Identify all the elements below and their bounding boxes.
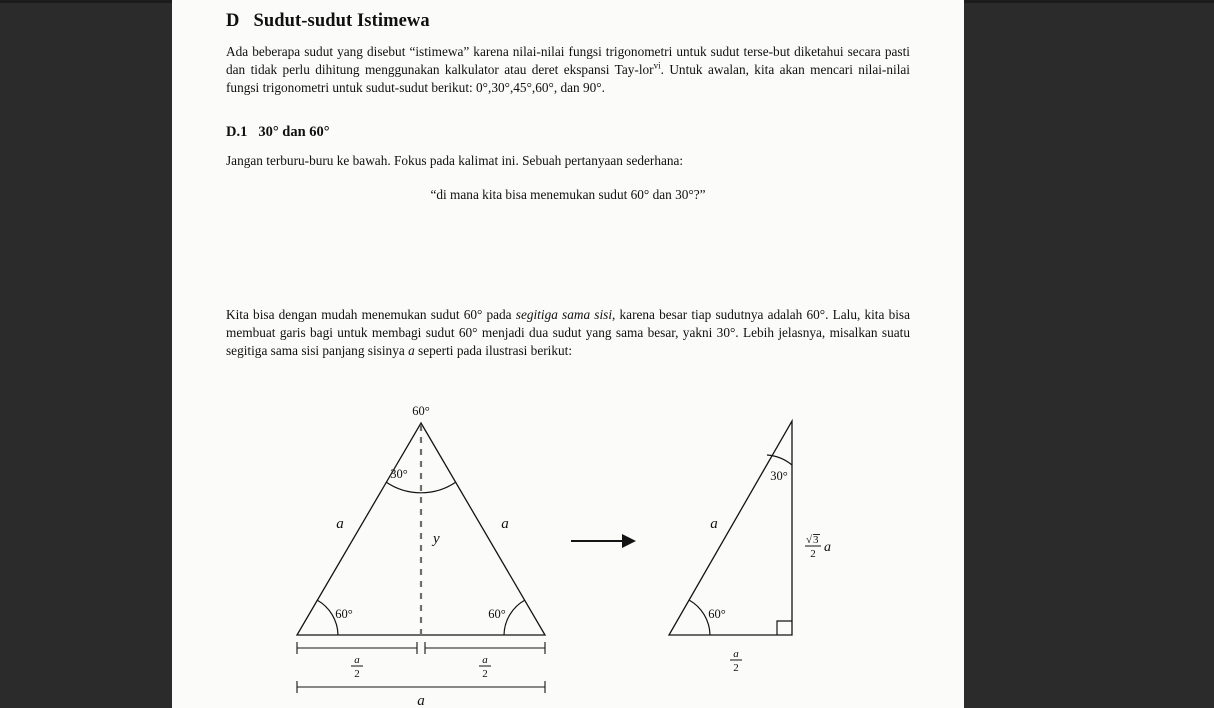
base-right-angle-arc [504, 600, 525, 635]
vertical-side-length-label [805, 534, 831, 560]
height-label: y [433, 531, 440, 547]
explanation-emphasis-2: a [408, 343, 415, 359]
explanation-part2: , karena besar tiap sudutnya adalah 60°. Lalu, kita bisa membuat garis bagi untuk membagi sudut 60° menjadi dua sudut yang sama besar, yakni 30°. Lebih jelasnya, misalkan suatu segitiga sama sisi panjang sisinya [226, 306, 910, 359]
bisected-angle-label: 30° [390, 467, 408, 481]
lead-in-paragraph: Jangan terburu-buru ke bawah. Fokus pada kalimat ini. Sebuah pertanyaan sederhana: [226, 152, 684, 168]
half-base-right-numerator: a [482, 654, 488, 666]
subsection-heading [226, 124, 910, 141]
equilateral-triangle-group [297, 404, 545, 708]
sqrt-symbol: √ [806, 534, 813, 546]
base-left-angle-label: 60° [335, 607, 353, 621]
explanation-part3: seperti pada ilustrasi berikut: [414, 343, 573, 359]
bottom-left-angle-label: 60° [708, 607, 726, 621]
right-triangle-shape [669, 421, 792, 635]
explanation-emphasis-1: segitiga sama sisi [515, 306, 613, 322]
explanation-paragraph [226, 306, 910, 361]
intro-paragraph-part1: Ada beberapa sudut yang disebut “istimewa” karena nilai-nilai fungsi trigonometri untuk sudut terse-but diketahui secara pasti dan tidak perlu dihitung menggunakan kalkulator atau deret ekspansi Tay-lor [226, 44, 910, 78]
section-title: Sudut-sudut Istimewa [253, 11, 430, 31]
top-angle-arc [767, 455, 792, 465]
right-base-numerator: a [733, 648, 739, 660]
section-number: D [226, 11, 240, 31]
apex-angle-label: 60° [412, 404, 430, 418]
centered-question: “di mana kita bisa menemukan sudut 60° dan 30°?” [430, 186, 706, 202]
page-content-column [226, 0, 910, 360]
explanation-part1: Kita bisa dengan mudah menemukan sudut 60° pada [226, 306, 516, 322]
half-base-left-numerator: a [354, 654, 360, 666]
transformation-arrow [571, 534, 636, 548]
vertical-variable: a [824, 540, 831, 555]
full-base-label: a [417, 693, 425, 708]
right-base-denominator: 2 [733, 662, 739, 674]
footnote-marker: vi [653, 60, 661, 71]
subsection-title: 30° dan 60° [258, 123, 330, 140]
subsection-number: D.1 [226, 123, 248, 140]
top-angle-label: 30° [770, 469, 788, 483]
half-base-right-dimension [425, 642, 545, 680]
right-triangle-base-label [730, 648, 742, 674]
half-base-left-dimension [297, 642, 417, 680]
intro-paragraph [226, 43, 910, 98]
right-side-length-label: a [501, 516, 509, 532]
left-side-length-label: a [336, 516, 344, 532]
triangle-illustration-figure [172, 400, 964, 708]
full-base-dimension [297, 681, 545, 708]
section-heading [226, 11, 910, 32]
half-base-right-denominator: 2 [482, 668, 488, 680]
bottom-left-angle-arc [689, 600, 710, 635]
right-angle-marker [777, 621, 792, 635]
hypotenuse-length-label: a [710, 516, 718, 532]
base-right-angle-label: 60° [488, 607, 506, 621]
intro-paragraph-part2: . Untuk awalan, kita akan mencari nilai-nilai fungsi trigonometri untuk sudut-sudut berikut: 0°,30°,45°,60°, dan 90°. [226, 62, 910, 96]
vertical-radicand: 3 [813, 534, 819, 546]
document-page [172, 0, 964, 708]
half-base-left-denominator: 2 [354, 668, 360, 680]
right-triangle-group [669, 421, 831, 674]
vertical-denominator: 2 [810, 548, 816, 560]
